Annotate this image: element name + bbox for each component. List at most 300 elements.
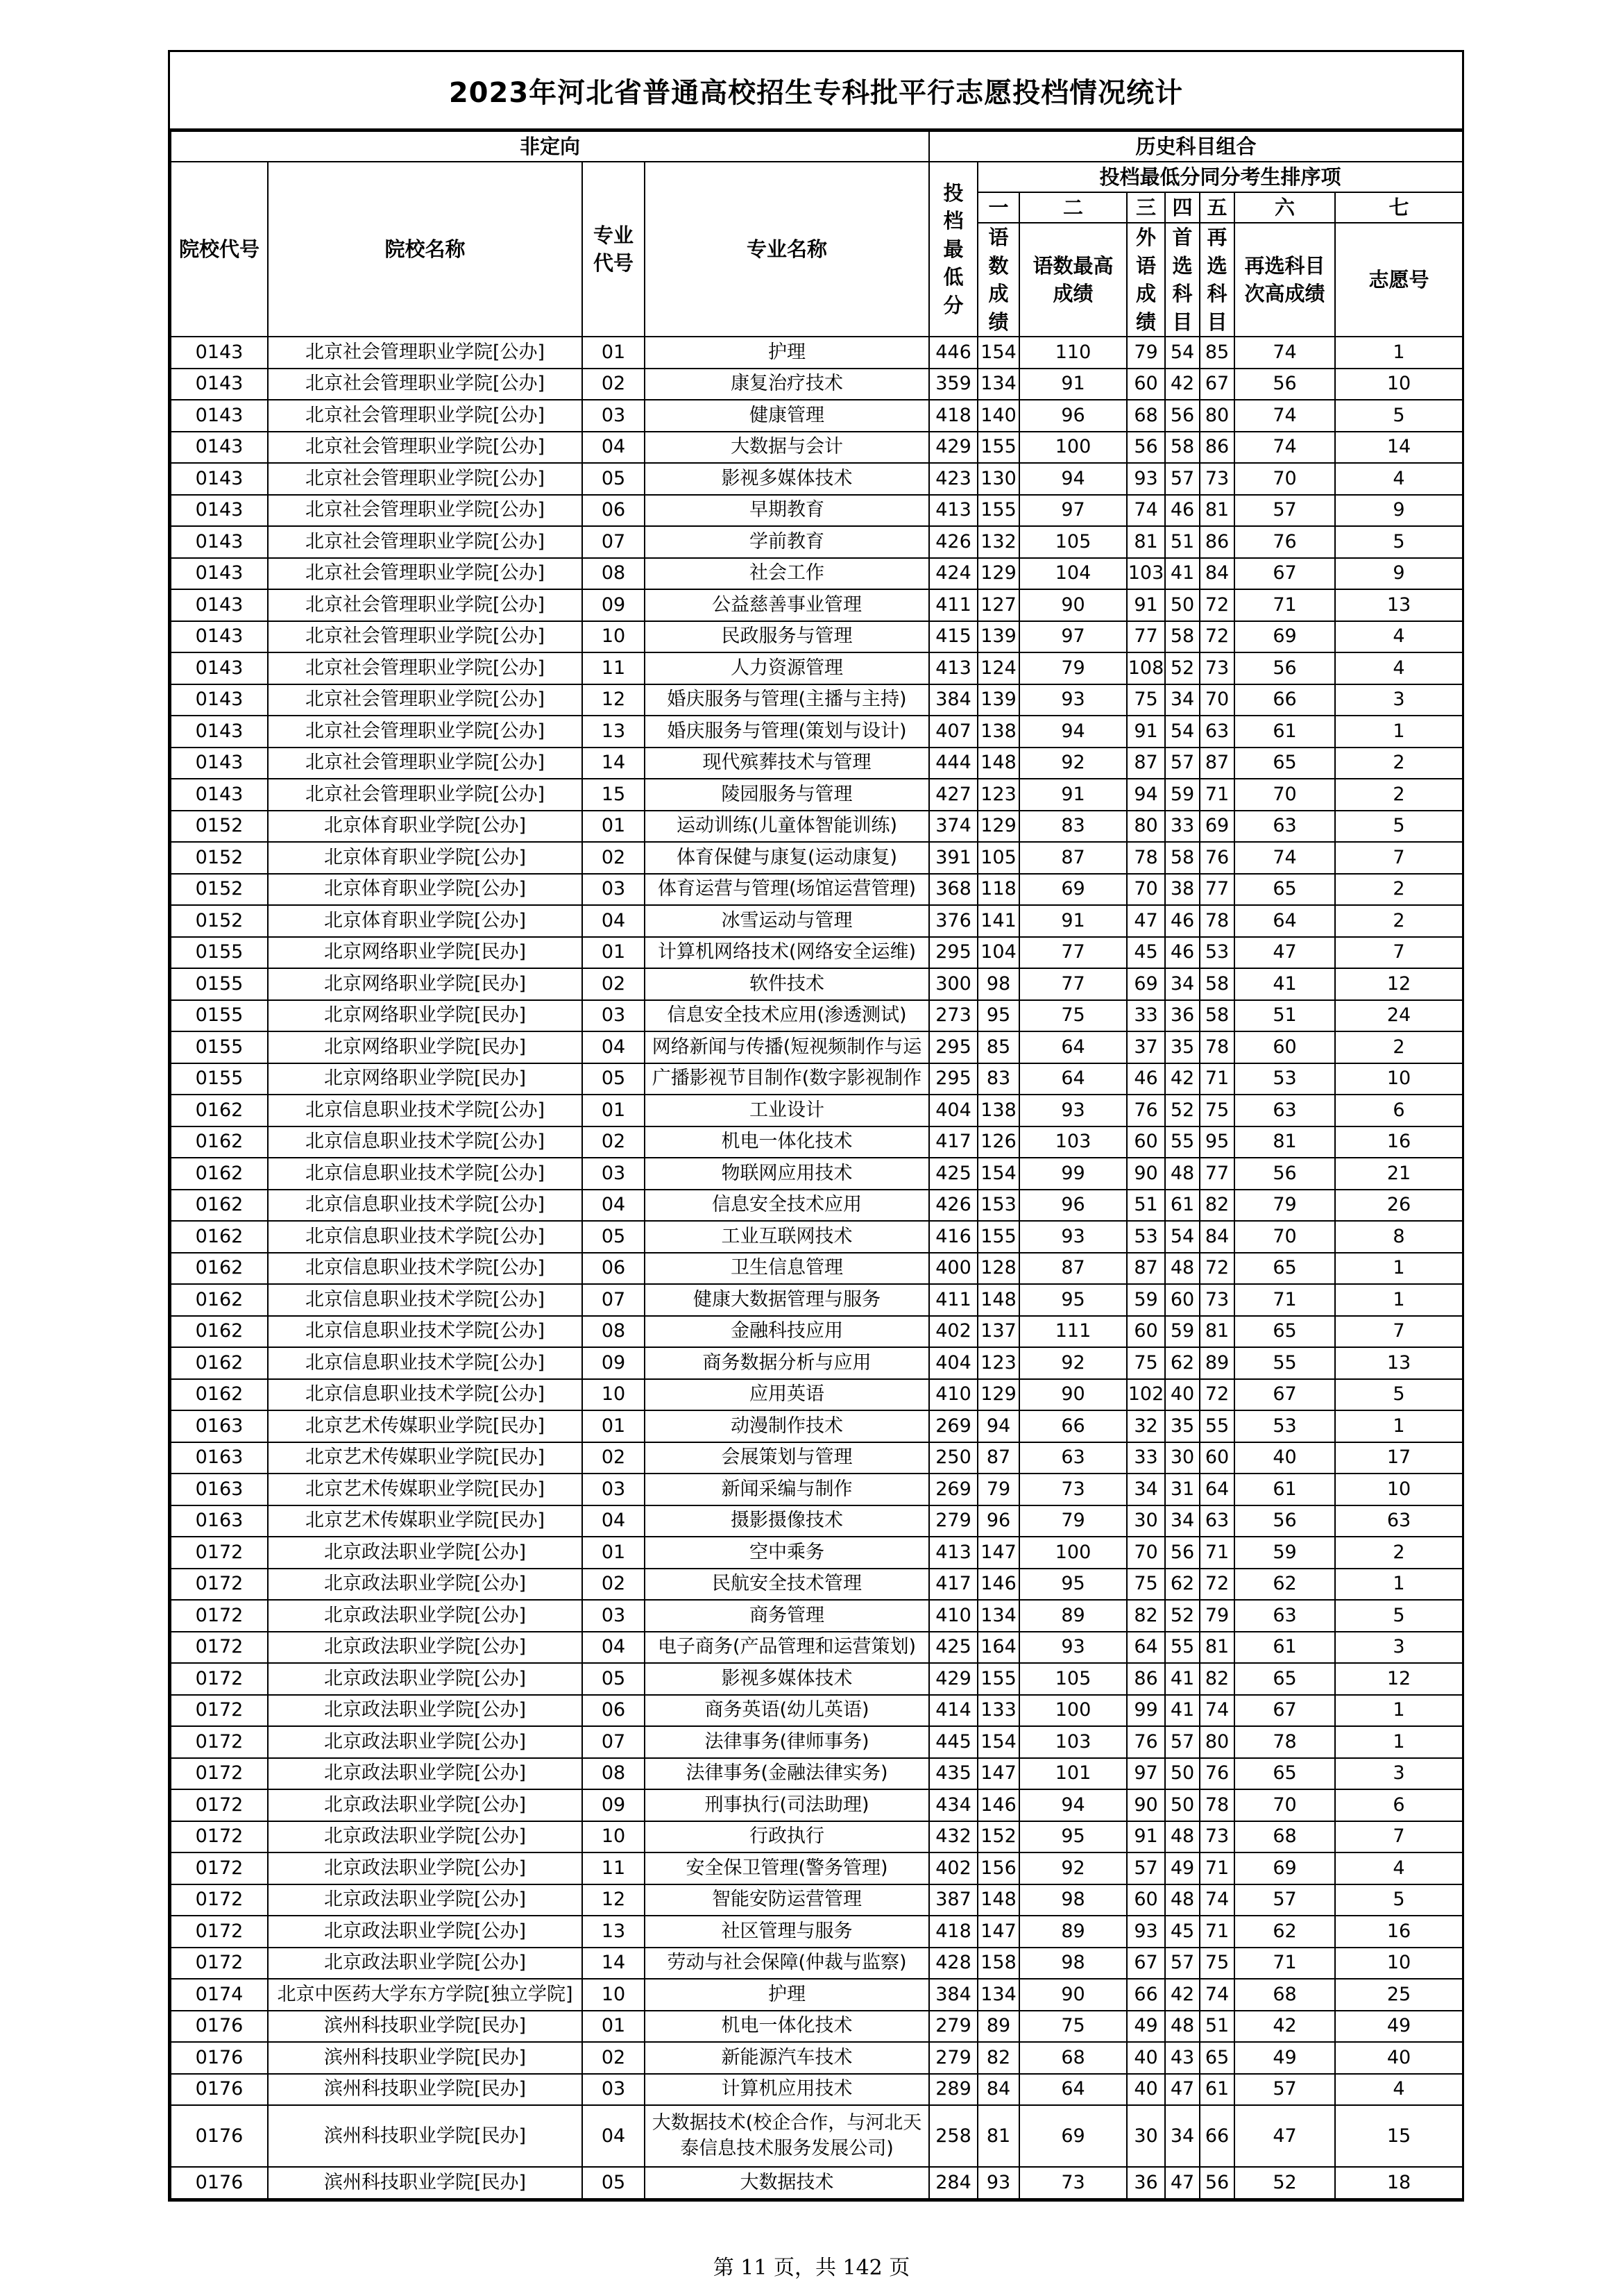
table-row [171,874,1463,906]
cell-choice-number: 10 [1335,1474,1463,1505]
table-row [171,684,1463,716]
cell-major-name: 工业互联网技术 [645,1221,929,1253]
cell-elective-subject: 70 [1200,684,1234,716]
cell-chinese-math-max: 63 [1019,1442,1127,1474]
cell-school-name: 北京社会管理职业学院[公办] [268,779,582,811]
cell-chinese-math: 140 [978,400,1019,432]
cell-school-code: 0162 [171,1095,268,1126]
table-row [171,526,1463,558]
cell-school-code: 0143 [171,748,268,779]
cell-major-code: 08 [582,558,645,590]
cell-primary-subject: 60 [1165,1284,1200,1316]
tiebreak-num-3: 三 [1127,192,1165,223]
cell-elective-subject: 72 [1200,1569,1234,1601]
cell-foreign-language: 75 [1127,684,1165,716]
cell-primary-subject: 35 [1165,1031,1200,1063]
cell-elective-subject: 78 [1200,905,1234,937]
cell-chinese-math-max: 94 [1019,716,1127,748]
table-row [171,1190,1463,1222]
cell-min-score: 429 [929,1663,978,1695]
cell-elective-subject: 71 [1200,1916,1234,1948]
cell-major-name: 金融科技应用 [645,1316,929,1348]
cell-min-score: 446 [929,337,978,369]
cell-chinese-math-max: 99 [1019,1158,1127,1190]
cell-major-code: 03 [582,1600,645,1632]
table-row [171,1284,1463,1316]
cell-elective-subject: 86 [1200,526,1234,558]
cell-major-name: 社会工作 [645,558,929,590]
cell-elective-subject: 81 [1200,1632,1234,1664]
cell-chinese-math: 137 [978,1316,1019,1348]
cell-major-name: 摄影摄像技术 [645,1505,929,1537]
cell-chinese-math-max: 96 [1019,1190,1127,1222]
cell-major-code: 02 [582,842,645,874]
cell-school-name: 北京艺术传媒职业学院[民办] [268,1410,582,1442]
cell-primary-subject: 45 [1165,1916,1200,1948]
cell-school-name: 北京政法职业学院[公办] [268,1758,582,1790]
table-row [171,1695,1463,1727]
cell-elective-subject: 82 [1200,1190,1234,1222]
cell-primary-subject: 58 [1165,842,1200,874]
cell-elective-second: 65 [1234,1253,1335,1285]
cell-chinese-math: 130 [978,463,1019,495]
cell-primary-subject: 31 [1165,1474,1200,1505]
statistics-sheet [168,50,1464,2202]
cell-choice-number: 14 [1335,432,1463,464]
cell-chinese-math: 129 [978,1379,1019,1411]
cell-chinese-math: 118 [978,874,1019,906]
col-min-score: 投档最低分 [929,162,978,337]
cell-elective-second: 65 [1234,874,1335,906]
cell-school-name: 北京网络职业学院[民办] [268,1063,582,1095]
cell-chinese-math: 164 [978,1632,1019,1664]
cell-major-code: 02 [582,1569,645,1601]
cell-foreign-language: 69 [1127,968,1165,1000]
cell-major-code: 05 [582,1221,645,1253]
cell-chinese-math-max: 90 [1019,1379,1127,1411]
cell-chinese-math: 128 [978,1253,1019,1285]
cell-school-code: 0162 [171,1158,268,1190]
cell-major-name: 影视多媒体技术 [645,463,929,495]
cell-school-code: 0172 [171,1821,268,1853]
cell-chinese-math: 123 [978,1347,1019,1379]
table-row [171,905,1463,937]
cell-major-code: 07 [582,1284,645,1316]
cell-major-name: 信息安全技术应用(渗透测试) [645,1000,929,1032]
cell-elective-second: 74 [1234,400,1335,432]
cell-elective-second: 49 [1234,2042,1335,2074]
cell-elective-subject: 80 [1200,1726,1234,1758]
cell-primary-subject: 52 [1165,1095,1200,1126]
cell-foreign-language: 40 [1127,2042,1165,2074]
cell-major-name: 现代殡葬技术与管理 [645,748,929,779]
cell-school-name: 北京艺术传媒职业学院[民办] [268,1442,582,1474]
tiebreak-num-1: 一 [978,192,1019,223]
cell-school-name: 北京体育职业学院[公办] [268,842,582,874]
cell-major-name: 民航安全技术管理 [645,1569,929,1601]
cell-chinese-math-max: 93 [1019,684,1127,716]
cell-choice-number: 49 [1335,2011,1463,2043]
cell-chinese-math-max: 105 [1019,526,1127,558]
cell-elective-second: 57 [1234,2074,1335,2106]
cell-elective-second: 57 [1234,1884,1335,1916]
cell-chinese-math-max: 105 [1019,1663,1127,1695]
cell-choice-number: 2 [1335,1537,1463,1569]
cell-min-score: 368 [929,874,978,906]
cell-school-name: 北京网络职业学院[民办] [268,937,582,969]
cell-school-code: 0172 [171,1663,268,1695]
cell-chinese-math: 104 [978,937,1019,969]
cell-school-code: 0176 [171,2167,268,2199]
cell-min-score: 295 [929,1031,978,1063]
cell-foreign-language: 94 [1127,779,1165,811]
col-school-name: 院校名称 [268,162,582,337]
table-row [171,1126,1463,1158]
cell-min-score: 284 [929,2167,978,2199]
cell-choice-number: 7 [1335,1316,1463,1348]
table-row [171,495,1463,527]
cell-major-code: 04 [582,1190,645,1222]
cell-primary-subject: 58 [1165,621,1200,653]
cell-chinese-math: 134 [978,369,1019,400]
cell-major-code: 02 [582,968,645,1000]
cell-major-code: 09 [582,1789,645,1821]
cell-foreign-language: 93 [1127,1916,1165,1948]
cell-min-score: 269 [929,1410,978,1442]
cell-foreign-language: 57 [1127,1852,1165,1884]
cell-elective-subject: 55 [1200,1410,1234,1442]
cell-elective-subject: 75 [1200,1095,1234,1126]
cell-school-name: 北京信息职业技术学院[公办] [268,1284,582,1316]
cell-major-name: 陵园服务与管理 [645,779,929,811]
cell-school-code: 0172 [171,1569,268,1601]
cell-school-code: 0162 [171,1253,268,1285]
cell-chinese-math: 148 [978,1284,1019,1316]
cell-chinese-math-max: 100 [1019,1695,1127,1727]
cell-chinese-math: 127 [978,589,1019,621]
cell-min-score: 413 [929,495,978,527]
cell-elective-subject: 63 [1200,1505,1234,1537]
cell-min-score: 423 [929,463,978,495]
cell-chinese-math-max: 75 [1019,1000,1127,1032]
cell-choice-number: 40 [1335,2042,1463,2074]
cell-chinese-math: 129 [978,811,1019,843]
cell-chinese-math-max: 94 [1019,463,1127,495]
cell-school-code: 0172 [171,1916,268,1948]
cell-foreign-language: 33 [1127,1000,1165,1032]
cell-major-name: 新能源汽车技术 [645,2042,929,2074]
cell-choice-number: 2 [1335,1031,1463,1063]
cell-major-name: 健康大数据管理与服务 [645,1284,929,1316]
cell-foreign-language: 90 [1127,1158,1165,1190]
cell-chinese-math-max: 103 [1019,1726,1127,1758]
cell-elective-subject: 71 [1200,1063,1234,1095]
cell-chinese-math: 146 [978,1789,1019,1821]
table-row [171,2042,1463,2074]
cell-school-name: 北京政法职业学院[公办] [268,1695,582,1727]
cell-school-name: 北京政法职业学院[公办] [268,1884,582,1916]
cell-choice-number: 5 [1335,1379,1463,1411]
cell-primary-subject: 51 [1165,526,1200,558]
cell-choice-number: 9 [1335,558,1463,590]
cell-major-name: 体育运营与管理(场馆运营管理) [645,874,929,906]
cell-chinese-math-max: 79 [1019,1505,1127,1537]
cell-primary-subject: 48 [1165,2011,1200,2043]
cell-min-score: 289 [929,2074,978,2106]
cell-school-name: 北京社会管理职业学院[公办] [268,369,582,400]
cell-chinese-math: 129 [978,558,1019,590]
table-row [171,1663,1463,1695]
cell-elective-second: 67 [1234,558,1335,590]
cell-elective-subject: 77 [1200,1158,1234,1190]
cell-elective-subject: 80 [1200,400,1234,432]
cell-major-name: 体育保健与康复(运动康复) [645,842,929,874]
cell-school-name: 北京社会管理职业学院[公办] [268,748,582,779]
cell-choice-number: 12 [1335,1663,1463,1695]
cell-chinese-math: 98 [978,968,1019,1000]
cell-choice-number: 17 [1335,1442,1463,1474]
cell-elective-second: 56 [1234,652,1335,684]
table-row [171,779,1463,811]
cell-primary-subject: 48 [1165,1253,1200,1285]
cell-elective-second: 56 [1234,369,1335,400]
table-row [171,1253,1463,1285]
cell-school-name: 北京社会管理职业学院[公办] [268,558,582,590]
cell-choice-number: 7 [1335,937,1463,969]
cell-chinese-math: 139 [978,621,1019,653]
cell-foreign-language: 60 [1127,1316,1165,1348]
cell-school-name: 北京社会管理职业学院[公办] [268,463,582,495]
cell-school-code: 0176 [171,2011,268,2043]
cell-chinese-math: 141 [978,905,1019,937]
cell-major-code: 04 [582,1505,645,1537]
cell-school-name: 北京艺术传媒职业学院[民办] [268,1505,582,1537]
cell-elective-second: 68 [1234,1979,1335,2011]
cell-elective-subject: 58 [1200,968,1234,1000]
cell-school-code: 0143 [171,337,268,369]
cell-choice-number: 2 [1335,779,1463,811]
cell-chinese-math-max: 97 [1019,621,1127,653]
cell-major-code: 10 [582,1379,645,1411]
table-row [171,652,1463,684]
cell-foreign-language: 47 [1127,905,1165,937]
cell-primary-subject: 56 [1165,400,1200,432]
cell-elective-subject: 73 [1200,652,1234,684]
cell-elective-subject: 66 [1200,2105,1234,2167]
cell-min-score: 410 [929,1600,978,1632]
cell-major-code: 04 [582,2105,645,2167]
cell-chinese-math-max: 64 [1019,2074,1127,2106]
cell-school-code: 0143 [171,716,268,748]
cell-major-name: 广播影视节目制作(数字影视制作 [645,1063,929,1095]
cell-min-score: 415 [929,621,978,653]
cell-foreign-language: 77 [1127,621,1165,653]
cell-school-name: 北京信息职业技术学院[公办] [268,1190,582,1222]
cell-foreign-language: 74 [1127,495,1165,527]
cell-major-name: 大数据技术 [645,2167,929,2199]
cell-primary-subject: 54 [1165,337,1200,369]
cell-chinese-math-max: 92 [1019,1852,1127,1884]
cell-foreign-language: 76 [1127,1095,1165,1126]
table-row [171,1000,1463,1032]
table-row [171,1979,1463,2011]
cell-elective-second: 60 [1234,1031,1335,1063]
cell-elective-second: 63 [1234,1600,1335,1632]
cell-school-code: 0152 [171,842,268,874]
cell-chinese-math-max: 91 [1019,779,1127,811]
cell-elective-subject: 86 [1200,432,1234,464]
cell-choice-number: 4 [1335,2074,1463,2106]
cell-primary-subject: 47 [1165,2074,1200,2106]
cell-elective-second: 61 [1234,1632,1335,1664]
cell-min-score: 413 [929,1537,978,1569]
table-row [171,1884,1463,1916]
cell-elective-subject: 76 [1200,842,1234,874]
cell-choice-number: 4 [1335,652,1463,684]
cell-major-code: 01 [582,937,645,969]
cell-primary-subject: 59 [1165,1316,1200,1348]
cell-chinese-math-max: 90 [1019,1979,1127,2011]
cell-major-name: 影视多媒体技术 [645,1663,929,1695]
cell-elective-subject: 51 [1200,2011,1234,2043]
table-row [171,1852,1463,1884]
cell-choice-number: 4 [1335,1852,1463,1884]
cell-major-name: 信息安全技术应用 [645,1190,929,1222]
cell-school-name: 滨州科技职业学院[民办] [268,2105,582,2167]
cell-elective-subject: 87 [1200,748,1234,779]
cell-school-name: 滨州科技职业学院[民办] [268,2011,582,2043]
cell-elective-second: 41 [1234,968,1335,1000]
cell-min-score: 414 [929,1695,978,1727]
cell-min-score: 404 [929,1347,978,1379]
cell-school-code: 0176 [171,2105,268,2167]
cell-school-code: 0176 [171,2074,268,2106]
cell-foreign-language: 66 [1127,1979,1165,2011]
cell-school-code: 0155 [171,968,268,1000]
cell-school-code: 0162 [171,1347,268,1379]
cell-elective-second: 70 [1234,463,1335,495]
sub-elective-second: 再选科目次高成绩 [1234,223,1335,337]
cell-min-score: 416 [929,1221,978,1253]
cell-foreign-language: 70 [1127,874,1165,906]
cell-elective-subject: 72 [1200,1253,1234,1285]
cell-chinese-math-max: 98 [1019,1948,1127,1980]
cell-chinese-math: 134 [978,1600,1019,1632]
cell-min-score: 410 [929,1379,978,1411]
cell-min-score: 427 [929,779,978,811]
cell-primary-subject: 50 [1165,1789,1200,1821]
cell-major-code: 01 [582,811,645,843]
cell-choice-number: 1 [1335,716,1463,748]
cell-chinese-math: 158 [978,1948,1019,1980]
table-row [171,589,1463,621]
cell-chinese-math-max: 110 [1019,337,1127,369]
cell-school-name: 北京信息职业技术学院[公办] [268,1221,582,1253]
cell-school-code: 0143 [171,779,268,811]
cell-elective-second: 68 [1234,1821,1335,1853]
cell-major-code: 01 [582,2011,645,2043]
cell-major-name: 商务英语(幼儿英语) [645,1695,929,1727]
cell-major-code: 10 [582,1979,645,2011]
cell-major-name: 动漫制作技术 [645,1410,929,1442]
cell-school-name: 北京社会管理职业学院[公办] [268,684,582,716]
cell-elective-second: 69 [1234,1852,1335,1884]
cell-elective-subject: 77 [1200,874,1234,906]
table-row [171,463,1463,495]
admission-table [170,130,1463,2200]
cell-foreign-language: 36 [1127,2167,1165,2199]
cell-school-code: 0172 [171,1884,268,1916]
table-row [171,369,1463,400]
cell-primary-subject: 46 [1165,495,1200,527]
cell-min-score: 444 [929,748,978,779]
cell-primary-subject: 34 [1165,684,1200,716]
cell-elective-subject: 76 [1200,1758,1234,1790]
cell-major-code: 03 [582,2074,645,2106]
cell-school-name: 北京政法职业学院[公办] [268,1569,582,1601]
cell-elective-second: 59 [1234,1537,1335,1569]
cell-chinese-math: 132 [978,526,1019,558]
cell-min-score: 376 [929,905,978,937]
cell-choice-number: 13 [1335,589,1463,621]
cell-school-code: 0155 [171,1063,268,1095]
cell-chinese-math-max: 87 [1019,842,1127,874]
cell-min-score: 300 [929,968,978,1000]
cell-major-code: 10 [582,1821,645,1853]
cell-choice-number: 1 [1335,1695,1463,1727]
table-body [171,337,1463,2199]
cell-school-code: 0155 [171,1031,268,1063]
cell-choice-number: 25 [1335,1979,1463,2011]
cell-chinese-math-max: 92 [1019,1347,1127,1379]
cell-primary-subject: 41 [1165,1663,1200,1695]
cell-primary-subject: 56 [1165,1537,1200,1569]
cell-school-code: 0172 [171,1695,268,1727]
tiebreak-num-6: 六 [1234,192,1335,223]
cell-min-score: 384 [929,1979,978,2011]
table-row [171,621,1463,653]
cell-primary-subject: 52 [1165,1600,1200,1632]
cell-school-name: 北京政法职业学院[公办] [268,1948,582,1980]
cell-foreign-language: 87 [1127,1253,1165,1285]
cell-min-score: 429 [929,432,978,464]
cell-school-code: 0143 [171,400,268,432]
cell-primary-subject: 52 [1165,652,1200,684]
page-title: 2023年河北省普通高校招生专科批平行志愿投档情况统计 [448,76,1184,109]
cell-min-score: 411 [929,589,978,621]
cell-min-score: 417 [929,1569,978,1601]
cell-chinese-math: 133 [978,1695,1019,1727]
cell-chinese-math-max: 104 [1019,558,1127,590]
cell-chinese-math-max: 87 [1019,1253,1127,1285]
cell-chinese-math: 139 [978,684,1019,716]
sub-choice-number: 志愿号 [1335,223,1463,337]
cell-major-code: 06 [582,1253,645,1285]
cell-primary-subject: 50 [1165,589,1200,621]
cell-chinese-math-max: 111 [1019,1316,1127,1348]
cell-choice-number: 10 [1335,369,1463,400]
cell-elective-second: 69 [1234,621,1335,653]
cell-school-code: 0172 [171,1852,268,1884]
table-row [171,1221,1463,1253]
cell-foreign-language: 51 [1127,1190,1165,1222]
cell-chinese-math: 93 [978,2167,1019,2199]
cell-major-code: 08 [582,1316,645,1348]
cell-primary-subject: 43 [1165,2042,1200,2074]
cell-major-code: 04 [582,905,645,937]
cell-chinese-math-max: 69 [1019,2105,1127,2167]
cell-school-code: 0143 [171,684,268,716]
